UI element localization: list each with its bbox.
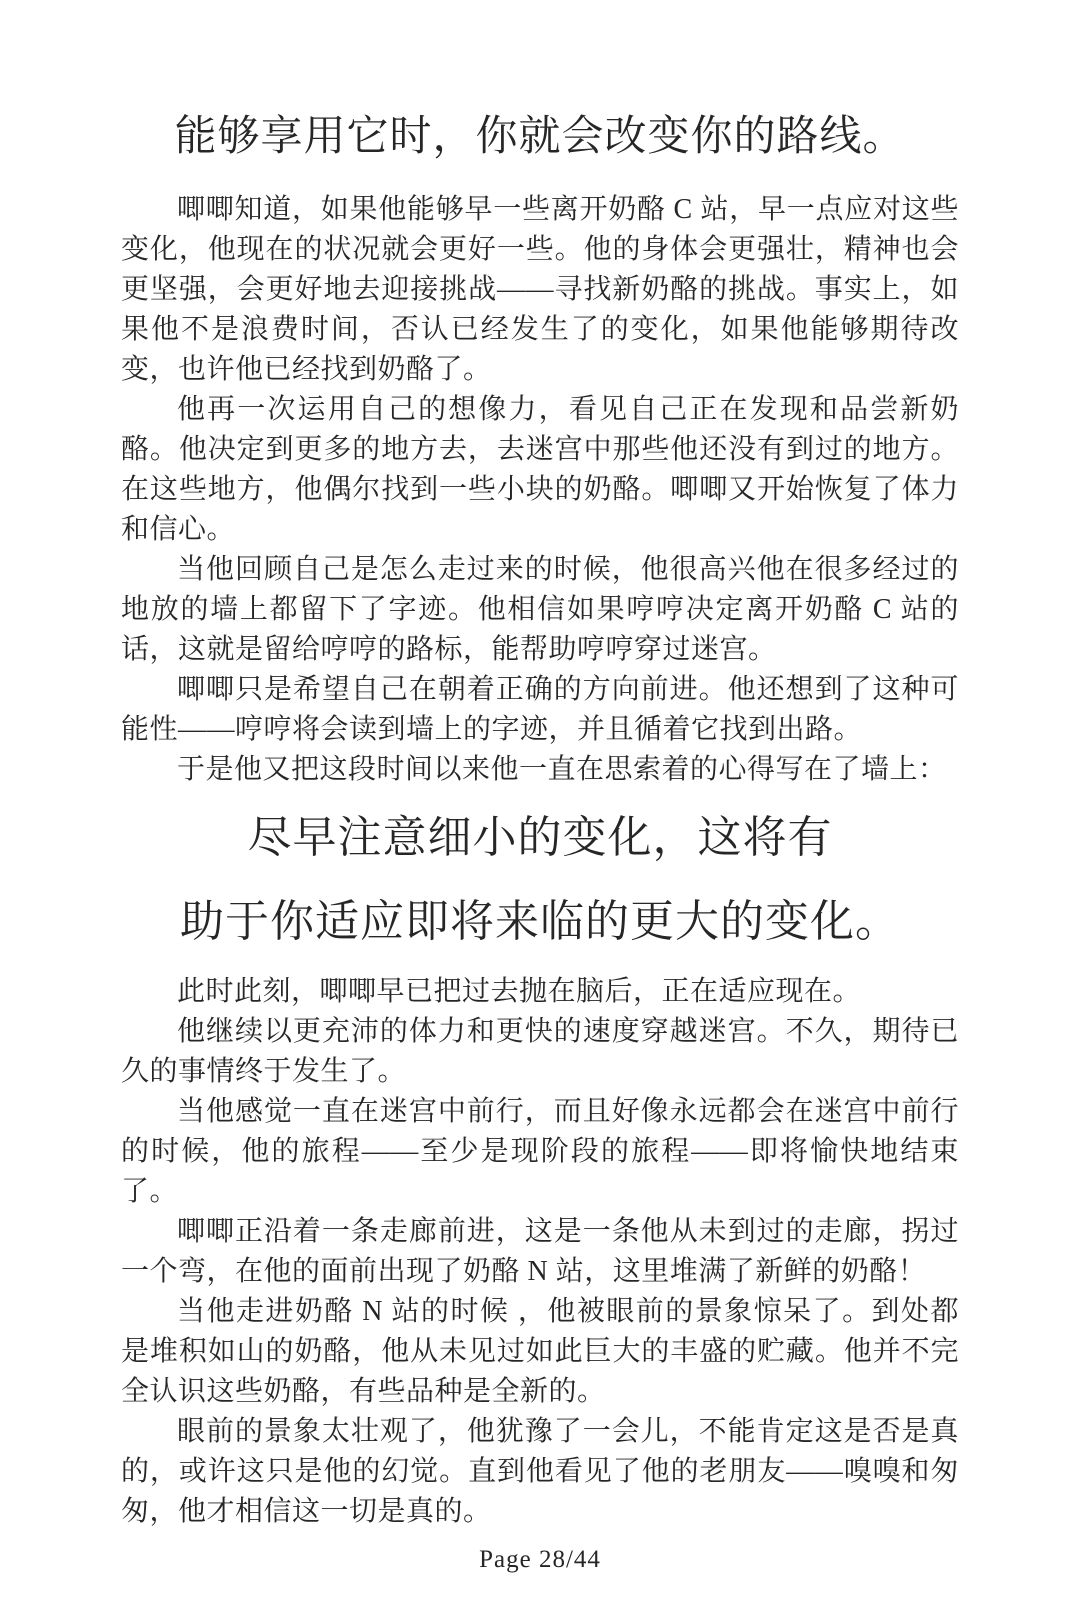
paragraph: 眼前的景象太壮观了，他犹豫了一会儿，不能肯定这是否是真的，或许这只是他的幻觉。直到他看见了他的老朋友——嗅嗅和匆匆，他才相信这一切是真的。 (121, 1416, 959, 1527)
document-page (0, 112, 1080, 1605)
page-title: 能够享用它时，你就会改变你的路线。 (174, 114, 906, 160)
paragraph: 当他感觉一直在迷宫中前行，而且好像永远都会在迷宫中前行的时候，他的旅程——至少是现阶段的旅程——即将愉快地结束了。 (121, 1096, 959, 1207)
page-number: Page 28/44 (479, 1546, 601, 1573)
paragraph: 唧唧正沿着一条走廊前进，这是一条他从未到过的走廊，拐过一个弯，在他的面前出现了奶酪 N 站，这里堆满了新鲜的奶酪！ (121, 1216, 959, 1287)
paragraph: 他再一次运用自己的想像力，看见自己正在发现和品尝新奶酪。他决定到更多的地方去，去迷宫中那些他还没有到过的地方。在这些地方，他偶尔找到一些小块的奶酪。唧唧又开始恢复了体力和信心。 (121, 394, 959, 545)
paragraph: 此时此刻，唧唧早已把过去抛在脑后，正在适应现在。 (177, 976, 862, 1007)
paragraph: 唧唧知道，如果他能够早一些离开奶酪 C 站，早一点应对这些变化，他现在的状况就会更好一些。他的身体会更强壮，精神也会更坚强，会更好地去迎接挑战——寻找新奶酪的挑战。事实上，如果他不是浪费时间，否认已经发生了的变化，如果他能够期待改变，也许他已经找到奶酪了。 (121, 194, 959, 385)
quote-line: 尽早注意细小的变化，这将有 (247, 813, 833, 862)
wall-quote (121, 796, 959, 964)
paragraph: 唧唧只是希望自己在朝着正确的方向前进。他还想到了这种可能性——哼哼将会读到墙上的字迹，并且循着它找到出路。 (121, 674, 959, 745)
paragraph: 当他走进奶酪 N 站的时候 ，他被眼前的景象惊呆了。到处都是堆积如山的奶酪，他从未见过如此巨大的丰盛的贮藏。他并不完全认识这些奶酪，有些品种是全新的。 (121, 1296, 959, 1407)
paragraph: 于是他又把这段时间以来他一直在思索着的心得写在了墙上： (177, 754, 947, 785)
paragraph: 当他回顾自己是怎么走过来的时候，他很高兴他在很多经过的地放的墙上都留下了字迹。他相信如果哼哼决定离开奶酪 C 站的话，这就是留给哼哼的路标，能帮助哼哼穿过迷宫。 (121, 554, 959, 665)
quote-line: 助于你适应即将来临的更大的变化。 (180, 897, 900, 946)
paragraph: 他继续以更充沛的体力和更快的速度穿越迷宫。不久，期待已久的事情终于发生了。 (121, 1016, 959, 1087)
